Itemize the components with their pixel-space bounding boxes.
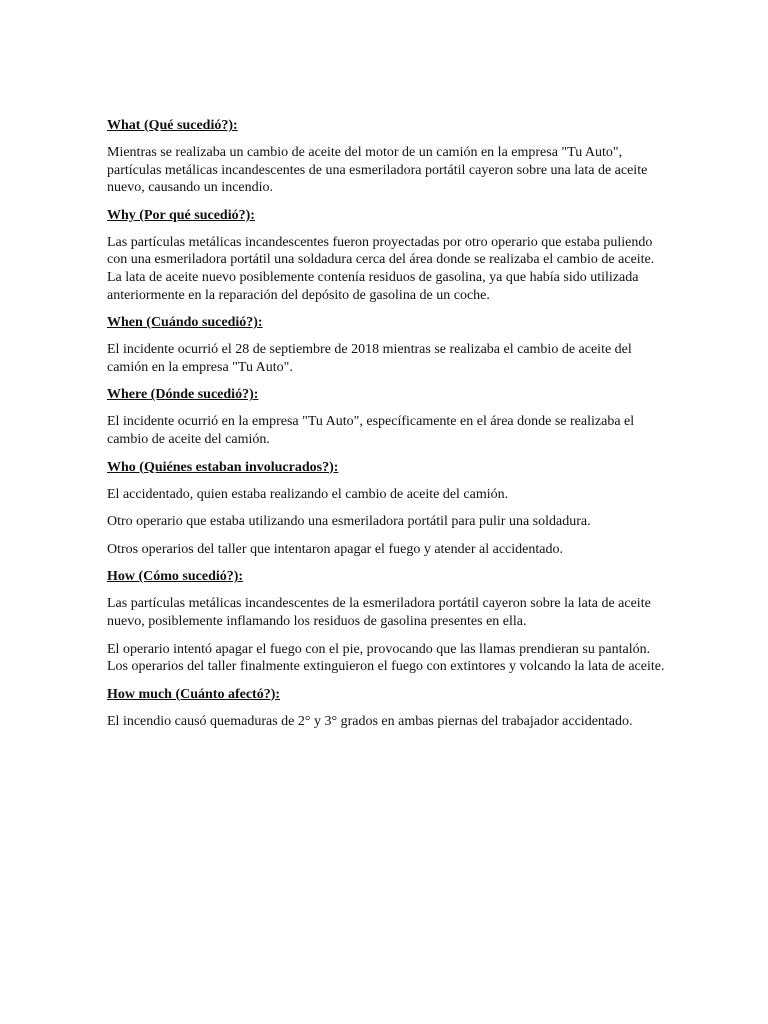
section-why xyxy=(107,207,667,304)
section-what xyxy=(107,117,667,197)
section-where xyxy=(107,386,667,448)
section-how-much xyxy=(107,686,667,731)
section-paragraph: El accidentado, quien estaba realizando el cambio de aceite del camión. xyxy=(107,486,509,502)
section-paragraph: Otros operarios del taller que intentaron apagar el fuego y atender al accidentado. xyxy=(107,541,563,557)
section-who xyxy=(107,459,667,559)
section-heading: What (Qué sucedió?): xyxy=(107,118,238,133)
section-paragraph: El incendio causó quemaduras de 2° y 3° grados en ambas piernas del trabajador accidentado. xyxy=(107,713,633,729)
document-page xyxy=(107,117,667,740)
section-paragraph: Mientras se realizaba un cambio de aceite del motor de un camión en la empresa "Tu Auto", partículas metálicas incandescentes de una esmeriladora portátil cayeron sobre una lata de aceite nuevo, causando un incendio. xyxy=(107,145,648,196)
section-heading: How (Cómo sucedió?): xyxy=(107,569,244,585)
section-paragraph: El incidente ocurrió el 28 de septiembre de 2018 mientras se realizaba el cambio de aceite del camión en la empresa "Tu Auto". xyxy=(107,342,632,375)
section-paragraph: Otro operario que estaba utilizando una esmeriladora portátil para pulir una soldadura. xyxy=(107,514,591,530)
section-heading: Why (Por qué sucedió?): xyxy=(107,207,255,223)
section-heading: Where (Dónde sucedió?): xyxy=(107,387,259,403)
section-when xyxy=(107,314,667,376)
section-heading: Who (Quiénes estaban involucrados?): xyxy=(107,459,339,475)
section-paragraph: El operario intentó apagar el fuego con el pie, provocando que las llamas prendieran su pantalón. Los operarios del taller finalmente extinguieron el fuego con extintores y volcando la lata de aceite. xyxy=(107,641,665,675)
section-how xyxy=(107,568,667,675)
section-paragraph: Las partículas metálicas incandescentes de la esmeriladora portátil cayeron sobre la lata de aceite nuevo, posiblemente inflamando los residuos de gasolina presentes en ella. xyxy=(107,596,651,629)
section-paragraph: Las partículas metálicas incandescentes fueron proyectadas por otro operario que estaba puliendo con una esmeriladora portátil una soldadura cerca del área donde se realizaba el cambio de aceite. La lata de aceite nuevo posiblemente contenía residuos de gasolina, ya que había sido utilizada anteriormente en la reparación del depósito de gasolina de un coche. xyxy=(107,234,655,303)
section-heading: How much (Cuánto afectó?): xyxy=(107,686,281,702)
section-heading: When (Cuándo sucedió?): xyxy=(107,315,263,331)
section-paragraph: El incidente ocurrió en la empresa "Tu Auto", específicamente en el área donde se realizaba el cambio de aceite del camión. xyxy=(107,414,635,447)
